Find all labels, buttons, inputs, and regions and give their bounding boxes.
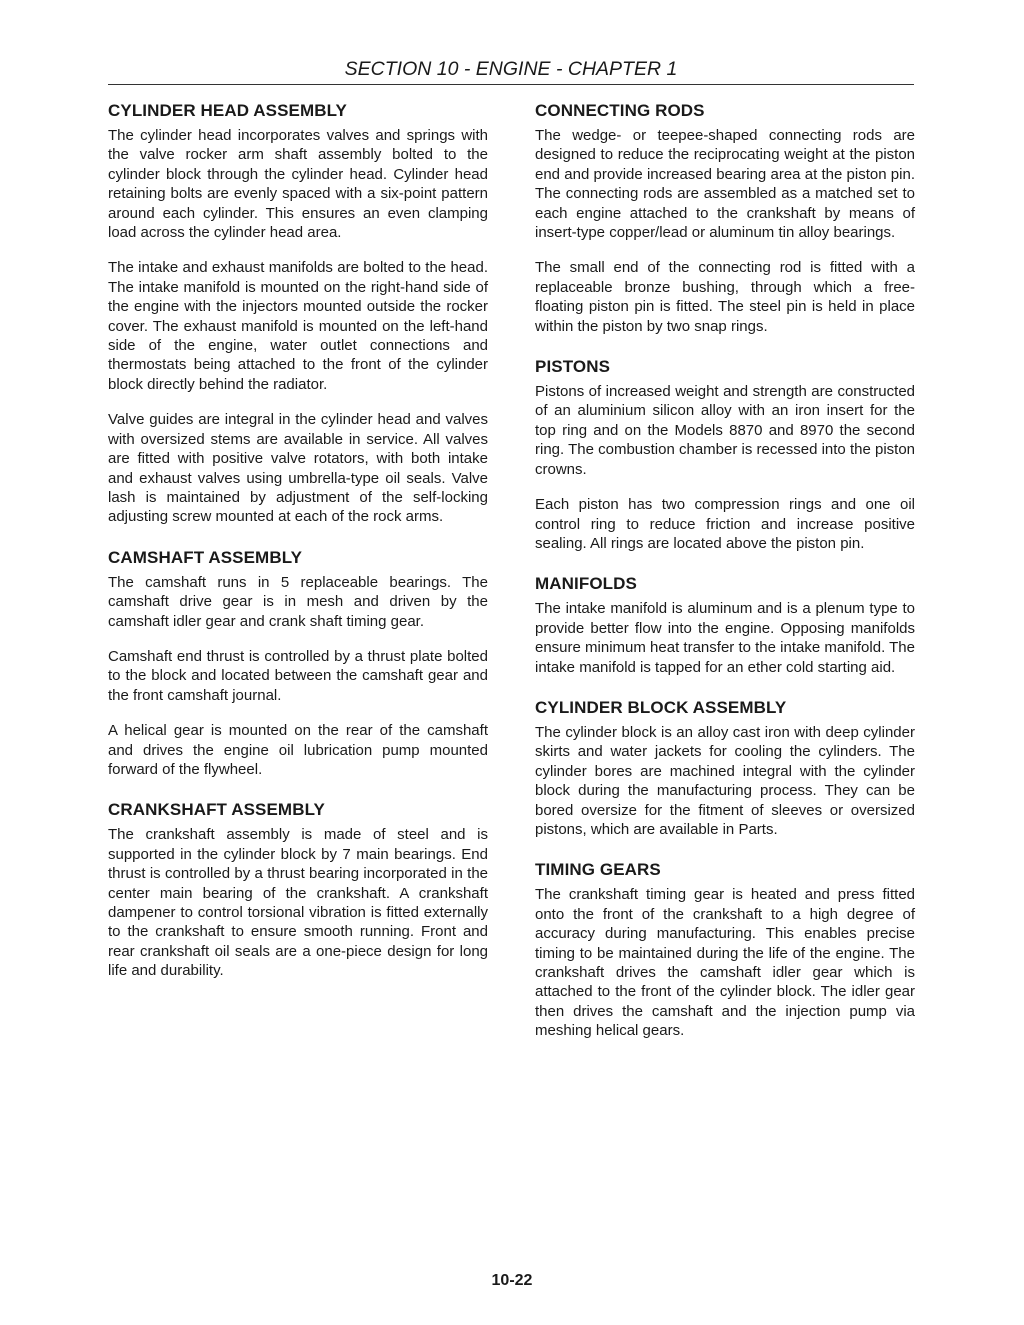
paragraph: The wedge- or teepee-shaped connecting rods are designed to reduce the reciprocating weight at the piston end and provide increased bearing area at the piston pin. The connecting rods are assembled as a matched set to each engine attached to the crankshaft by means of insert-type copper/lead or aluminum tin alloy bearings. (535, 127, 915, 242)
section-heading: CONNECTING RODS (535, 101, 705, 120)
section-cylinder-block-assembly (535, 697, 915, 839)
right-column (535, 100, 915, 1061)
section-camshaft-assembly (108, 547, 488, 780)
paragraph: Camshaft end thrust is controlled by a thrust plate bolted to the block and located between the camshaft gear and the front camshaft journal. (108, 647, 488, 704)
section-pistons (535, 356, 915, 553)
paragraph: The cylinder head incorporates valves and springs with the valve rocker arm shaft assembly bolted to the cylinder block through the cylinder head. Cylinder head retaining bolts are evenly spaced with a six-point pattern around each cylinder. This ensures an even clamping load across the cylinder head area. (108, 127, 488, 242)
section-heading: CAMSHAFT ASSEMBLY (108, 547, 303, 567)
section-heading: PISTONS (535, 357, 611, 377)
paragraph: The camshaft runs in 5 replaceable bearings. The camshaft drive gear is in mesh and driven by the camshaft idler gear and crank shaft timing gear. (108, 573, 488, 630)
paragraph: The intake and exhaust manifolds are bolted to the head. The intake manifold is mounted on the right-hand side of the engine with the injectors mounted outside the rocker cover. The exhaust manifold is mounted on the left-hand side of the engine, water outlet connections and thermostats being attached to the front of the cylinder block directly behind the radiator. (108, 259, 488, 393)
section-heading: CYLINDER BLOCK ASSEMBLY (535, 697, 787, 717)
paragraph: The small end of the connecting rod is fitted with a replaceable bronze bushing, through which a free-floating piston pin is fitted. The steel pin is held in place within the piston by two snap rings. (535, 259, 915, 335)
left-column (108, 100, 488, 1001)
paragraph: The cylinder block is an alloy cast iron with deep cylinder skirts and water jackets for cooling the cylinders. The cylinder bores are machined integral with the cylinder block during the manufacturing process. They can be bored oversize for the fitment of sleeves or oversized pistons, which are available in Parts. (535, 723, 915, 838)
paragraph: A helical gear is mounted on the rear of the camshaft and drives the engine oil lubrication pump mounted forward of the flywheel. (108, 722, 488, 778)
paragraph: The crankshaft assembly is made of steel and is supported in the cylinder block by 7 main bearings. End thrust is controlled by a thrust bearing incorporated in the center main bearing of the crankshaft. A crankshaft dampener to control torsional vibration is fitted externally to the crankshaft to ensure smooth running. Front and rear crankshaft oil seals are a one-piece design for long life and durability. (108, 826, 488, 980)
paragraph: Pistons of increased weight and strength are constructed of an aluminium silicon alloy with an iron insert for the top ring and on the Models 8870 and 8970 the second ring. The combustion chamber is recessed into the piston crowns. (535, 383, 915, 478)
section-heading: CRANKSHAFT ASSEMBLY (108, 800, 325, 820)
section-connecting-rods (535, 100, 915, 336)
section-cylinder-head-assembly (108, 100, 488, 527)
page-number: 10-22 (491, 1272, 533, 1289)
paragraph: Valve guides are integral in the cylinder head and valves with oversized stems are available in service. All valves are fitted with positive valve rotators, with both intake and exhaust valves using umbrella-type oil seals. Valve lash is maintained by adjustment of the self-locking adjusting screw mounted at each of the rock arms. (108, 411, 488, 526)
paragraph: Each piston has two compression rings and one oil control ring to reduce friction and increase positive sealing. All rings are located above the piston pin. (535, 496, 915, 552)
section-heading: TIMING GEARS (535, 860, 661, 880)
header-rule (108, 84, 914, 85)
section-manifolds (535, 573, 915, 677)
section-timing-gears (535, 859, 915, 1040)
section-crankshaft-assembly (108, 799, 488, 980)
section-heading: CYLINDER HEAD ASSEMBLY (108, 101, 347, 120)
paragraph: The crankshaft timing gear is heated and press fitted onto the front of the crankshaft to a high degree of accuracy during manufacturing. This enables precise timing to be maintained during the life of the engine. The crankshaft drives the camshaft idler gear which is attached to the front of the cylinder block. The idler gear then drives the camshaft and the injection pump via meshing helical gears. (535, 886, 915, 1040)
paragraph: The intake manifold is aluminum and is a plenum type to provide better flow into the engine. Opposing manifolds ensure minimum heat transfer to the intake manifold. The intake manifold is tapped for an ether cold starting aid. (535, 600, 915, 676)
page-header: SECTION 10 - ENGINE - CHAPTER 1 (344, 58, 678, 80)
section-heading: MANIFOLDS (535, 574, 637, 594)
